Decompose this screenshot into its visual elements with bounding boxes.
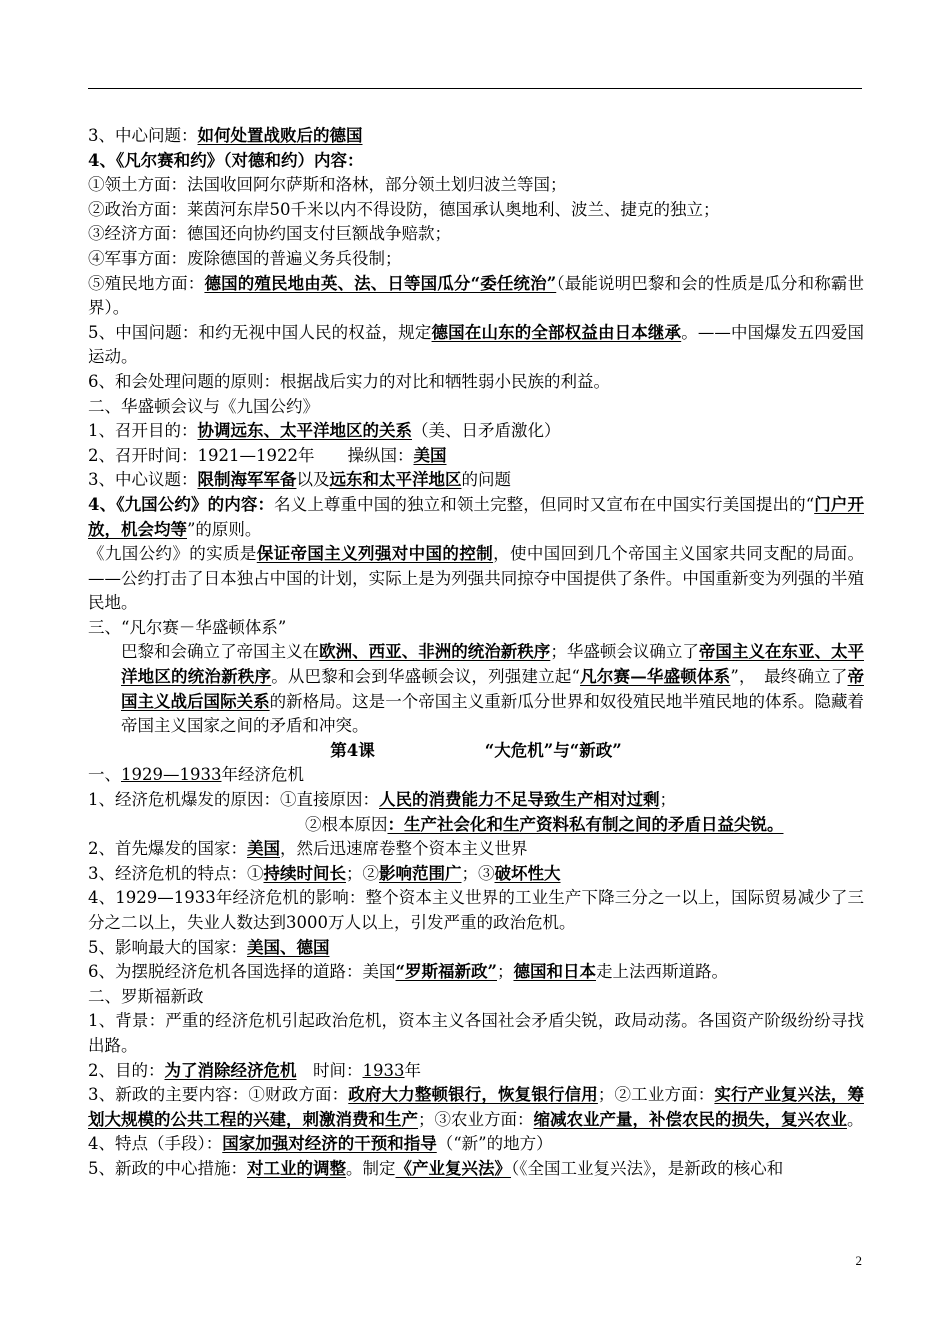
text-segment: ；②	[346, 863, 379, 883]
emphasized-text: 帝国主义战后国际关系	[121, 667, 864, 711]
text-segment: （《全国工业复兴法》，是新政的核心和	[511, 1158, 784, 1178]
lesson-number: 第4课	[330, 740, 375, 760]
document-body	[88, 124, 864, 1182]
emphasized-text: 破坏性大	[494, 863, 561, 883]
text-segment: 4、1929—1933年经济危机的影响：整个资本主义世界的工业生产下降三分之一以上，国际贸易减少了三分之二以上，失业人数达到3000万人以上，引发严重的政治危机。	[88, 888, 864, 932]
emphasized-text: 美国、德国	[247, 937, 330, 957]
text-line	[88, 247, 864, 272]
text-segment: 年	[404, 1060, 421, 1080]
text-segment: ，使中国回到几个帝国主义国家共同支配的局面。——公约打击了日本独占中国的计划，实际上是为列强共同掠夺中国提供了条件。中国重新变为列强的半殖民地。	[88, 544, 864, 613]
text-segment: 以及	[296, 470, 330, 490]
emphasized-text: 如何处置战败后的德国	[197, 126, 363, 145]
emphasized-text: 欧洲、西亚、非洲的统治新秩序	[319, 642, 551, 662]
emphasized-text: “罗斯福新政”	[395, 962, 497, 982]
text-segment: 3、中心议题：	[88, 470, 198, 490]
text-segment: 3、新政的主要内容：①财政方面：	[88, 1085, 349, 1105]
text-segment: 1、召开目的：	[88, 421, 198, 441]
emphasized-text: 持续时间长	[263, 863, 346, 883]
emphasized-text: 德国在山东的全部权益由日本继承	[431, 322, 682, 342]
text-segment: 3、经济危机的特点：①	[88, 863, 264, 883]
emphasized-text: 美国	[247, 839, 280, 859]
lesson-name: “大危机”与“新政”	[484, 740, 622, 760]
text-segment: 5、新政的中心措施：	[88, 1158, 247, 1178]
emphasized-text: 门户开放，机会均等	[88, 494, 864, 539]
text-segment: 5、影响最大的国家：	[88, 937, 247, 957]
text-paragraph	[88, 640, 864, 738]
text-segment: 。从巴黎和会到华盛顿会议，列强建立起“	[271, 667, 580, 687]
text-line	[88, 837, 864, 862]
text-segment: 一、	[88, 765, 121, 785]
text-paragraph	[88, 321, 864, 370]
text-segment: ，然后迅速席卷整个资本主义世界	[280, 839, 528, 859]
text-segment: 名义上尊重中国的独立和领土完整，但同时又宣布在中国实行美国提出的“	[274, 494, 815, 514]
text-line	[88, 149, 864, 174]
page-number: 2	[855, 1253, 862, 1268]
section-heading	[88, 616, 864, 641]
emphasized-text: ：生产社会化和生产资料私有制之间的矛盾日益尖锐。	[387, 814, 784, 834]
text-paragraph	[88, 542, 864, 616]
text-segment: 。制定	[346, 1158, 396, 1178]
emphasized-text: 《产业复兴法》	[395, 1158, 511, 1178]
text-segment: ；	[496, 962, 514, 982]
emphasized-text: 实行产业复兴法，筹划大规模的公共工程的兴建，刺激消费和生产	[88, 1085, 864, 1129]
emphasized-text: 1933	[362, 1060, 405, 1080]
text-line	[88, 124, 864, 149]
text-segment: ”的原则。	[187, 519, 262, 539]
text-line	[88, 419, 864, 444]
emphasized-text: 德国和日本	[513, 962, 596, 982]
text-segment: 4、特点（手段）：	[88, 1134, 223, 1154]
text-line	[88, 1132, 864, 1157]
text-segment: ；	[659, 790, 676, 810]
text-segment: 2、目的：	[88, 1060, 165, 1080]
emphasized-text: 4、《九国公约》的内容：	[88, 494, 275, 514]
emphasized-text: 协调远东、太平洋地区的关系	[197, 421, 412, 441]
text-segment: 1、背景：严重的经济危机引起政治危机，资本主义各国社会矛盾尖锐，政局动荡。各国资产阶级纷纷寻找出路。	[88, 1011, 864, 1055]
text-segment: 的问题	[461, 470, 511, 490]
text-segment: 走上法西斯道路。	[595, 962, 728, 982]
text-segment: 二、华盛顿会议与《九国公约》	[88, 396, 319, 416]
text-segment: ③经济方面：德国还向协约国支付巨额战争赔款；	[88, 224, 451, 244]
emphasized-text: 缩减农业产量，补偿农民的损失，复兴农业	[533, 1109, 847, 1129]
text-segment: ”， 最终确立了	[730, 667, 848, 687]
text-line	[88, 1059, 864, 1084]
text-segment: 2、召开时间：1921—1922年 操纵国：	[88, 445, 414, 465]
text-paragraph	[88, 886, 864, 935]
text-segment: 6、为摆脱经济危机各国选择的道路：美国	[88, 962, 396, 982]
text-segment: 巴黎和会确立了帝国主义在	[121, 642, 320, 662]
emphasized-text: 凡尔赛—华盛顿体系	[579, 667, 731, 687]
text-segment: 。	[847, 1109, 864, 1129]
emphasized-text: 美国	[413, 445, 447, 465]
emphasized-text: 影响范围广	[379, 863, 462, 883]
text-segment: ④军事方面：废除德国的普遍义务兵役制；	[88, 248, 402, 268]
emphasized-text: 1929—1933	[121, 765, 222, 785]
text-line	[88, 370, 864, 395]
text-segment: 1、经济危机爆发的原因：①直接原因：	[88, 790, 379, 810]
text-segment: ；③	[461, 863, 495, 883]
text-paragraph	[88, 1009, 864, 1058]
text-segment: ；③农业方面：	[418, 1109, 534, 1129]
text-segment: 6、和会处理问题的原则：根据战后实力的对比和牺牲弱小民族的利益。	[88, 371, 610, 391]
emphasized-text: 人民的消费能力不足导致生产相对过剩	[379, 790, 660, 810]
text-segment: （“新”的地方）	[436, 1134, 553, 1154]
text-line	[88, 862, 864, 887]
text-segment: （美、日矛盾激化）	[412, 421, 561, 441]
text-segment: 二、罗斯福新政	[88, 986, 204, 1006]
text-line	[88, 198, 864, 223]
text-segment: 2、首先爆发的国家：	[88, 839, 247, 859]
text-line	[88, 173, 864, 198]
text-segment: 时间：	[296, 1060, 363, 1080]
emphasized-text: 远东和太平洋地区	[329, 470, 462, 490]
section-heading	[88, 763, 864, 788]
text-segment: ；华盛顿会议确立了	[550, 642, 699, 662]
emphasized-text: 限制海军军备	[197, 470, 297, 490]
text-segment: 5、中国问题：和约无视中国人民的权益，规定	[88, 322, 432, 342]
text-line	[88, 813, 864, 838]
emphasized-text: 对工业的调整	[247, 1158, 346, 1178]
text-segment: 的新格局。这是一个帝国主义重新瓜分世界和奴役殖民地半殖民地的体系。隐藏着帝国主义国家之间的矛盾和冲突。	[121, 691, 864, 736]
text-segment: 三、“凡尔赛－华盛顿体系”	[88, 617, 287, 637]
section-heading	[88, 985, 864, 1010]
text-segment: 《九国公约》的实质是	[88, 544, 257, 564]
emphasized-text: 保证帝国主义列强对中国的控制	[256, 544, 494, 564]
text-segment: ⑤殖民地方面：	[88, 273, 205, 293]
text-segment: 年经济危机	[221, 765, 304, 785]
emphasized-text: 为了消除经济危机	[164, 1060, 297, 1080]
text-segment: ②政治方面：莱茵河东岸50千米以内不得设防，德国承认奥地利、波兰、捷克的独立；	[88, 199, 720, 219]
text-segment: ②根本原因	[305, 814, 388, 834]
text-line	[88, 444, 864, 469]
text-line	[88, 1157, 864, 1182]
text-segment: ；②工业方面：	[597, 1085, 715, 1105]
header-rule	[88, 88, 862, 89]
text-segment: 3、中心问题：	[88, 126, 198, 145]
text-line	[88, 788, 864, 813]
emphasized-text: 国家加强对经济的干预和指导	[222, 1134, 437, 1154]
emphasized-text: 政府大力整顿银行，恢复银行信用	[348, 1085, 598, 1105]
text-paragraph	[88, 272, 864, 321]
text-line	[88, 222, 864, 247]
section-heading	[88, 395, 864, 420]
text-segment: ①领土方面：法国收回阿尔萨斯和洛林，部分领土划归波兰等国；	[88, 175, 567, 195]
text-line	[88, 936, 864, 961]
text-paragraph	[88, 1083, 864, 1132]
text-segment: （最能说明巴黎和会的性质是瓜分和称霸世界）。	[88, 273, 864, 318]
text-line	[88, 468, 864, 493]
emphasized-text: 德国的殖民地由英、法、日等国瓜分“委任统治”	[204, 273, 557, 293]
lesson-title	[88, 739, 864, 764]
text-paragraph	[88, 493, 864, 542]
text-line	[88, 960, 864, 985]
text-segment: 。——中国爆发五四爱国运动。	[88, 322, 864, 367]
emphasized-text: 帝国主义在东亚、太平洋地区的统治新秩序	[121, 642, 864, 687]
emphasized-text: 4、《凡尔赛和约》（对德和约）内容：	[88, 150, 364, 170]
